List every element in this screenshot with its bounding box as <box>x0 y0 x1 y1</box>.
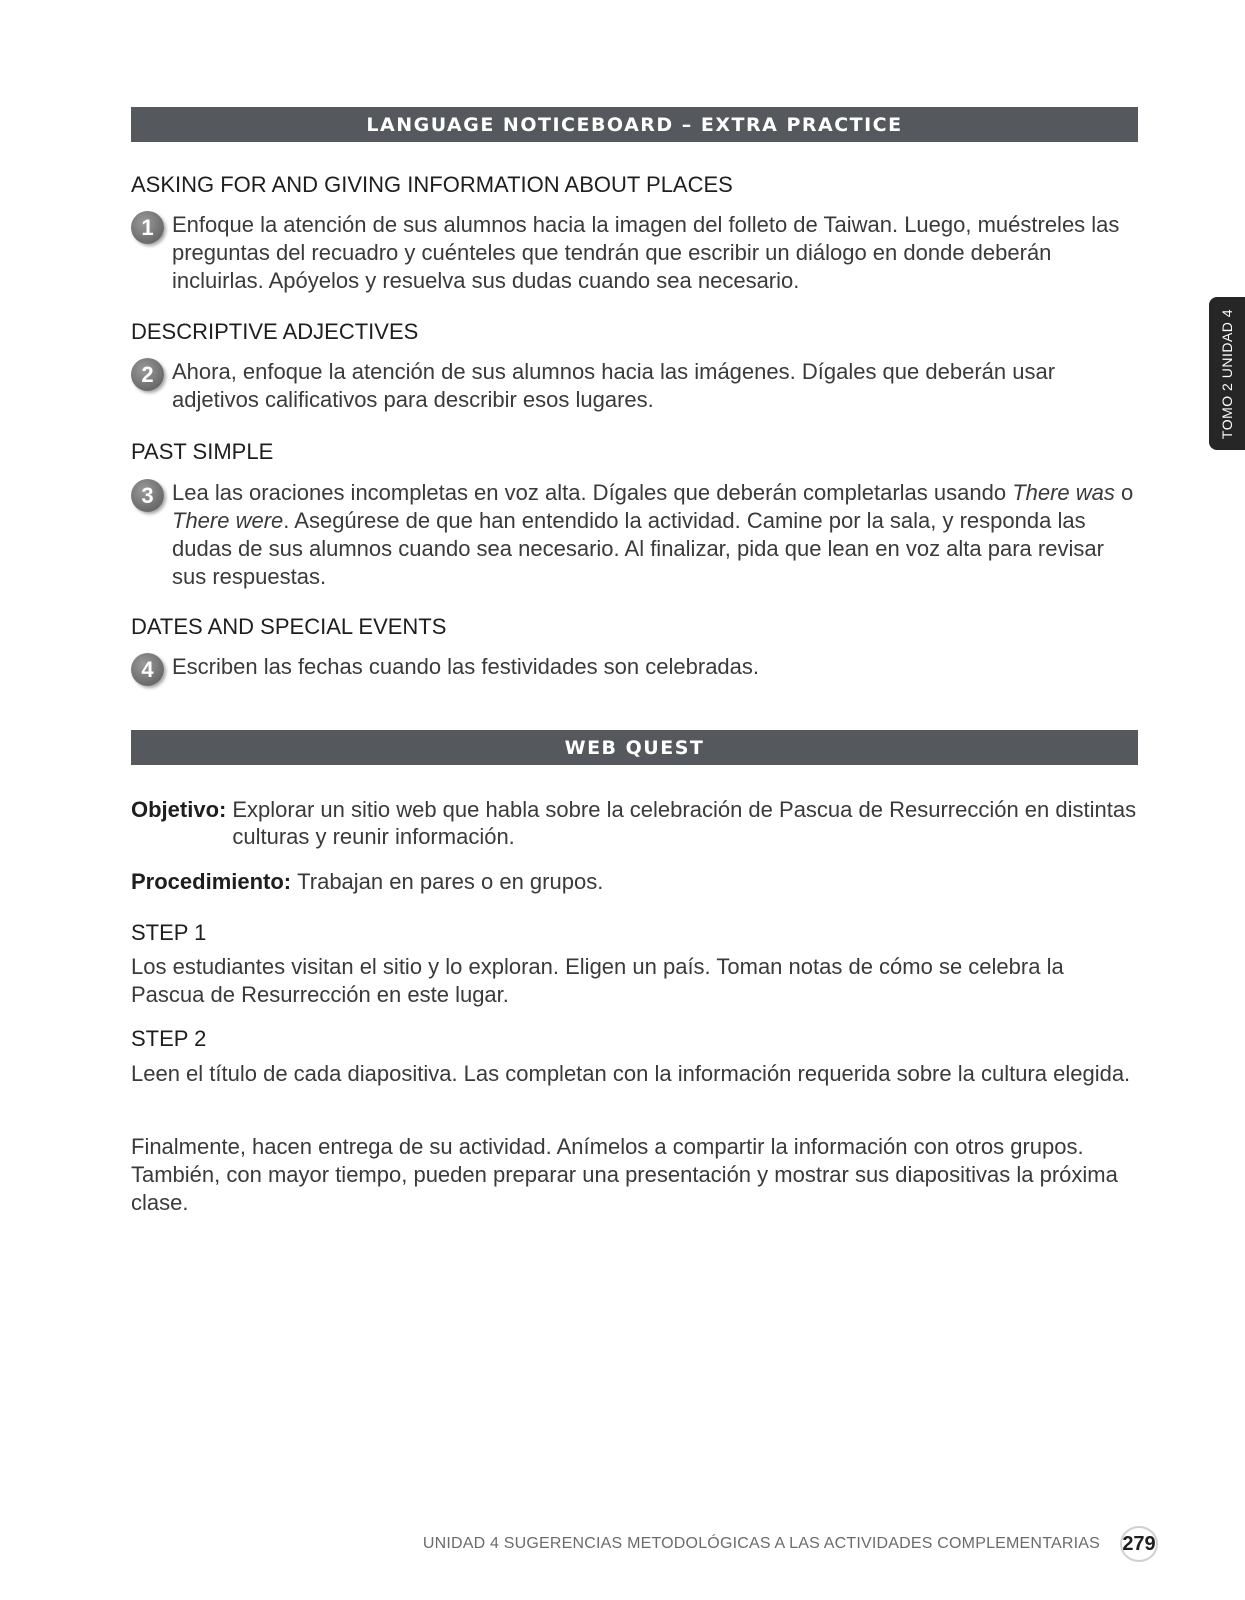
exercise-text: Escriben las fechas cuando las festividades son celebradas. <box>172 654 760 679</box>
italic-phrase: There was <box>1012 480 1115 505</box>
objetivo-row <box>131 796 1141 850</box>
page-footer: UNIDAD 4 SUGERENCIAS METODOLÓGICAS A LAS ACTIVIDADES COMPLEMENTARIAS <box>422 1535 1100 1552</box>
exercise-item-1 <box>131 211 1141 295</box>
section-heading-dates: DATES AND SPECIAL EVENTS <box>131 614 447 639</box>
exercise-item-2 <box>131 358 1141 414</box>
step1-heading: STEP 1 <box>131 920 207 945</box>
objetivo-label: Objetivo: <box>131 797 227 822</box>
section-heading-past-simple: PAST SIMPLE <box>131 439 274 464</box>
banner-title: WEB QUEST <box>564 736 705 759</box>
text-part: Lea las oraciones incompletas en voz alta. Dígales que deberán completarlas usando <box>172 480 1013 505</box>
exercise-item-3 <box>131 479 1141 591</box>
page-number: 279 <box>1120 1526 1158 1562</box>
section-banner-web-quest <box>131 730 1138 765</box>
side-tab <box>1209 297 1245 450</box>
section-banner-language-noticeboard <box>131 107 1138 142</box>
banner-title: LANGUAGE NOTICEBOARD – EXTRA PRACTICE <box>366 113 903 136</box>
number-badge: 4 <box>131 653 164 686</box>
exercise-text <box>172 479 1141 591</box>
step2-heading: STEP 2 <box>131 1026 207 1051</box>
side-tab-label: TOMO 2 UNIDAD 4 <box>1219 308 1235 439</box>
section-heading-places: ASKING FOR AND GIVING INFORMATION ABOUT PLACES <box>131 172 733 197</box>
text-part: o <box>1114 480 1134 505</box>
procedimiento-text: Trabajan en pares o en grupos. <box>297 869 604 894</box>
step1-text: Los estudiantes visitan el sitio y lo exploran. Eligen un país. Toman notas de cómo se celebra la Pascua de Resurrección en este lugar. <box>131 954 1064 1007</box>
number-badge: 3 <box>131 479 164 512</box>
number-badge: 2 <box>131 358 164 391</box>
procedimiento-row <box>131 868 1141 895</box>
italic-phrase: There were <box>172 508 284 533</box>
objetivo-text: Explorar un sitio web que habla sobre la celebración de Pascua de Resurrección en distintas culturas y reunir información. <box>232 797 1137 849</box>
exercise-text: Ahora, enfoque la atención de sus alumnos hacia las imágenes. Dígales que deberán usar adjetivos calificativos para describir esos lugares. <box>172 359 1056 412</box>
exercise-text: Enfoque la atención de sus alumnos hacia la imagen del folleto de Taiwan. Luego, muéstreles las preguntas del recuadro y cuénteles que tendrán que escribir un diálogo en donde deberán incluirlas. Apóyelos y resuelva sus dudas cuando sea necesario. <box>172 212 1120 293</box>
procedimiento-label: Procedimiento: <box>131 869 292 894</box>
text-part: . Asegúrese de que han entendido la actividad. Camine por la sala, y responda las dudas de sus alumnos cuando sea necesario. Al finalizar, pida que lean en voz alta para revisar sus respuestas. <box>172 508 1104 589</box>
final-paragraph: Finalmente, hacen entrega de su actividad. Anímelos a compartir la información con otros grupos. También, con mayor tiempo, pueden preparar una presentación y mostrar sus diapositivas la próxima clase. <box>131 1134 1118 1215</box>
step2-text: Leen el título de cada diapositiva. Las completan con la información requerida sobre la cultura elegida. <box>131 1061 1131 1086</box>
number-badge: 1 <box>131 211 164 244</box>
exercise-item-4 <box>131 653 1141 681</box>
section-heading-adjectives: DESCRIPTIVE ADJECTIVES <box>131 319 419 344</box>
